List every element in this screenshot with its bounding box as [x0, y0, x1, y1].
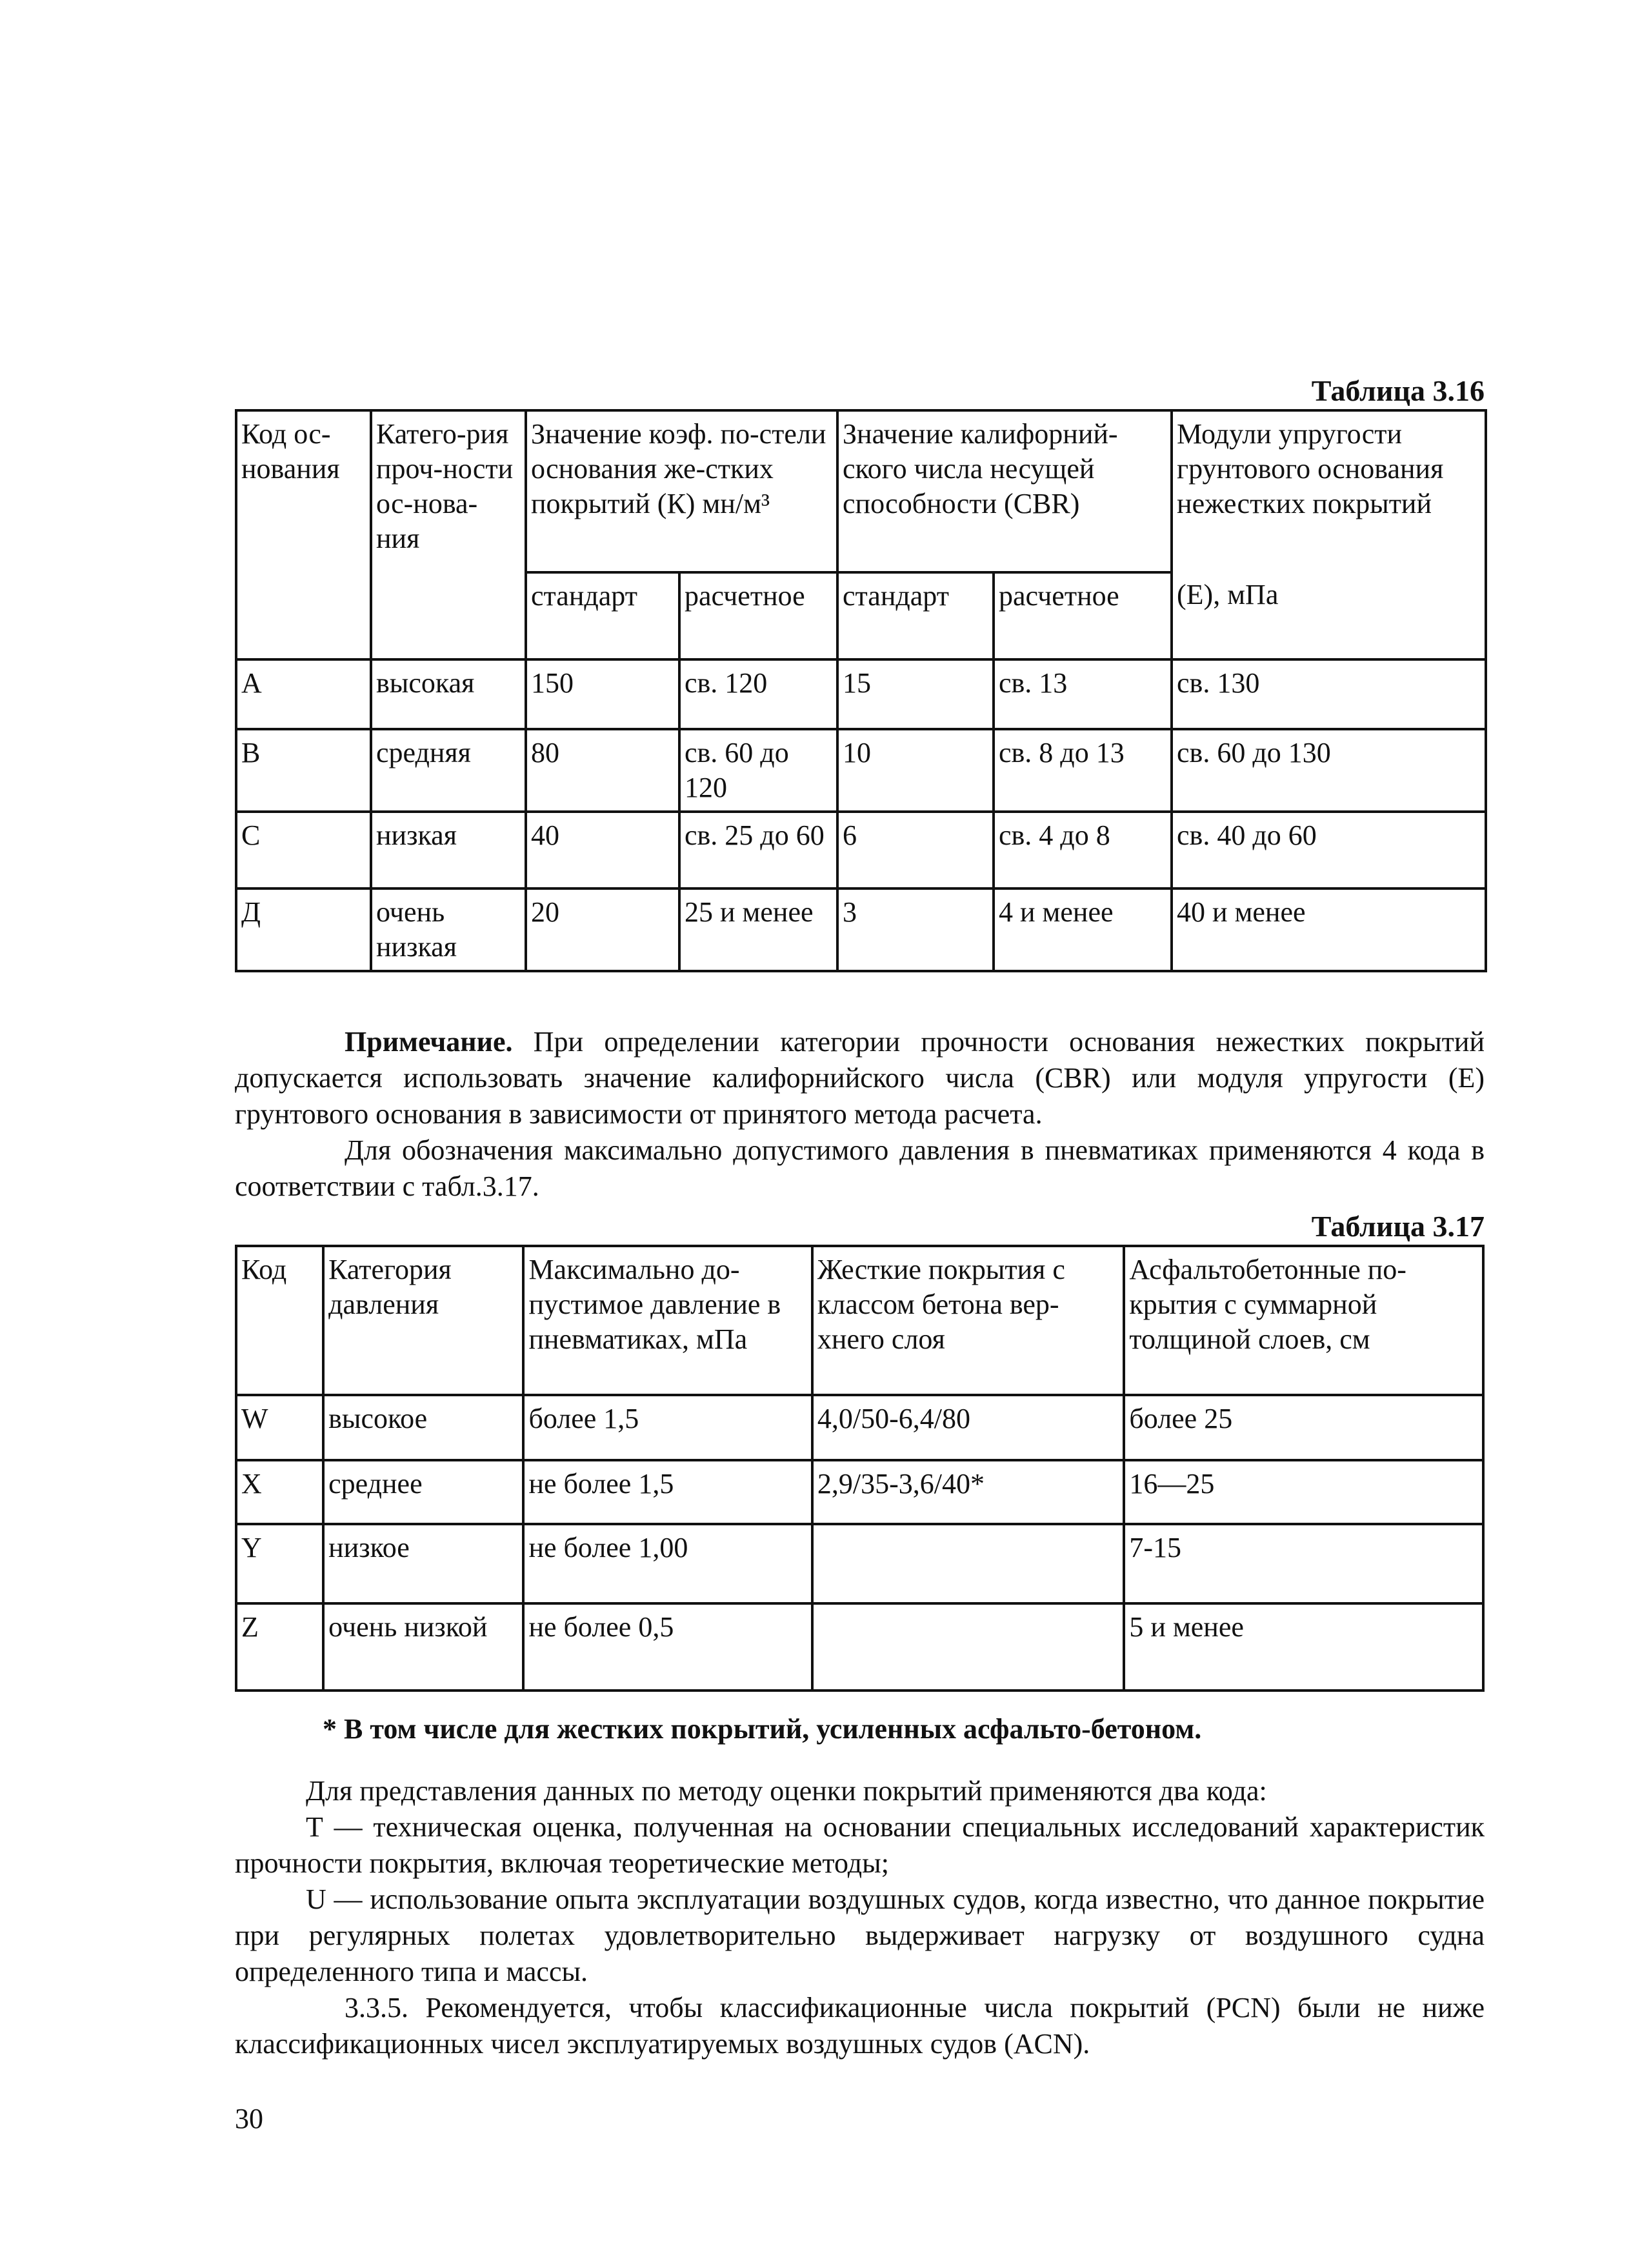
table-cell: более 25	[1124, 1395, 1483, 1460]
table-cell: Д	[236, 888, 371, 971]
table-row	[236, 729, 1486, 812]
paragraph-3-3-5: 3.3.5. Рекомендуется, чтобы классификационные числа покрытий (PCN) были не ниже классификационных чисел эксплуатируемых воздушных судов (ACN).	[235, 1992, 1485, 2060]
table-cell: высокое	[323, 1395, 523, 1460]
header-cbr-calculated: расчетное	[994, 572, 1172, 659]
body-text	[235, 1773, 1485, 2062]
table-cell: 6	[837, 812, 994, 888]
table-row	[236, 1603, 1483, 1691]
table-cell: 16—25	[1124, 1460, 1483, 1524]
note-text: При определении категории прочности основания нежестких покрытий допускается использовать значение калифорнийского числа (CBR) или модуля упругости (Е) грунтового основания в зависимости от принятого метода расчета.	[235, 1026, 1485, 1130]
table-cell: 25 и менее	[679, 888, 837, 971]
table-cell: св. 25 до 60	[679, 812, 837, 888]
table-cell: св. 120	[679, 659, 837, 729]
table-3-17-caption: Таблица 3.17	[1311, 1210, 1485, 1243]
table-cell: 2,9/35-3,6/40*	[812, 1460, 1125, 1524]
table-cell: С	[236, 812, 371, 888]
header-cell: Максимально до-пустимое давление в пневматиках, мПа	[523, 1246, 812, 1395]
table-cell: В	[236, 729, 371, 812]
table-row	[236, 1524, 1483, 1603]
table-cell: 5 и менее	[1124, 1603, 1483, 1691]
table-cell: 15	[837, 659, 994, 729]
table-cell: Y	[236, 1524, 323, 1603]
table-cell: W	[236, 1395, 323, 1460]
table-cell: более 1,5	[523, 1395, 812, 1460]
header-k: Значение коэф. по-стели основания же-стких покрытий (К) мн/м³	[526, 410, 837, 572]
header-modulus: Модули упругости грунтового основания нежестких покрытий	[1172, 410, 1486, 572]
table-cell: 3	[837, 888, 994, 971]
table-cell: св. 60 до 130	[1172, 729, 1486, 812]
table-row	[236, 1460, 1483, 1524]
table-cell: очень низкая	[371, 888, 526, 971]
table-cell: 4,0/50-6,4/80	[812, 1395, 1125, 1460]
header-cell: Асфальтобетонные по-крытия с суммарной толщиной слоев, см	[1124, 1246, 1483, 1395]
paragraph-code-u: U — использование опыта эксплуатации воздушных судов, когда известно, что данное покрытие при регулярных полетах удовлетворительно выдерживает нагрузку от воздушного судна определенного типа и массы.	[235, 1883, 1485, 1987]
page-number: 30	[235, 2103, 263, 2134]
header-cell: Жесткие покрытия с классом бетона вер-хнего слоя	[812, 1246, 1125, 1395]
header-cell: Код	[236, 1246, 323, 1395]
footnote: * В том числе для жестких покрытий, усиленных асфальто-бетоном.	[323, 1713, 1202, 1745]
table-cell: не более 1,5	[523, 1460, 812, 1524]
header-k-standard: стандарт	[526, 572, 679, 659]
table-row	[236, 888, 1486, 971]
header-code: Код ос-нования	[236, 410, 371, 659]
header-cbr: Значение калифорний-ского числа несущей способности (CBR)	[837, 410, 1172, 572]
note-label: Примечание.	[345, 1026, 513, 1058]
table-cell: 80	[526, 729, 679, 812]
table-cell: св. 40 до 60	[1172, 812, 1486, 888]
note-paragraph	[235, 1024, 1485, 1205]
table-cell	[812, 1524, 1125, 1603]
table-cell: X	[236, 1460, 323, 1524]
paragraph-evaluation-codes: Для представления данных по методу оценки покрытий применяются два кода:	[306, 1775, 1267, 1807]
table-cell: св. 4 до 8	[994, 812, 1172, 888]
table-cell: св. 8 до 13	[994, 729, 1172, 812]
table-cell: не более 1,00	[523, 1524, 812, 1603]
table-3-16-caption: Таблица 3.16	[1311, 374, 1485, 407]
table-cell: средняя	[371, 729, 526, 812]
table-cell: св. 60 до 120	[679, 729, 837, 812]
table-cell: 40	[526, 812, 679, 888]
table-3-17	[235, 1245, 1485, 1692]
paragraph-code-t: Т — техническая оценка, полученная на основании специальных исследований характеристик прочности покрытия, включая теоретические методы;	[235, 1811, 1485, 1879]
table-cell: св. 13	[994, 659, 1172, 729]
table-cell: 4 и менее	[994, 888, 1172, 971]
header-cbr-standard: стандарт	[837, 572, 994, 659]
header-category: Катего-рия проч-ности ос-нова-ния	[371, 410, 526, 659]
table-cell: 10	[837, 729, 994, 812]
paragraph-codes-intro: Для обозначения максимально допустимого давления в пневматиках применяются 4 кода в соответствии с табл.3.17.	[235, 1134, 1485, 1202]
table-cell: Z	[236, 1603, 323, 1691]
table-row	[236, 812, 1486, 888]
table-cell: высокая	[371, 659, 526, 729]
table-cell: св. 130	[1172, 659, 1486, 729]
header-k-calculated: расчетное	[679, 572, 837, 659]
table-row	[236, 1395, 1483, 1460]
table-cell: 150	[526, 659, 679, 729]
table-3-16	[235, 409, 1487, 972]
header-modulus-unit: (Е), мПа	[1172, 572, 1486, 659]
table-cell: низкая	[371, 812, 526, 888]
table-cell: не более 0,5	[523, 1603, 812, 1691]
table-row	[236, 659, 1486, 729]
table-cell: 20	[526, 888, 679, 971]
header-cell: Категория давления	[323, 1246, 523, 1395]
table-cell: 40 и менее	[1172, 888, 1486, 971]
table-cell: А	[236, 659, 371, 729]
table-cell	[812, 1603, 1125, 1691]
table-header-row	[236, 1246, 1483, 1395]
table-cell: 7-15	[1124, 1524, 1483, 1603]
page-content	[235, 373, 1485, 2137]
table-cell: среднее	[323, 1460, 523, 1524]
table-cell: очень низкой	[323, 1603, 523, 1691]
table-cell: низкое	[323, 1524, 523, 1603]
